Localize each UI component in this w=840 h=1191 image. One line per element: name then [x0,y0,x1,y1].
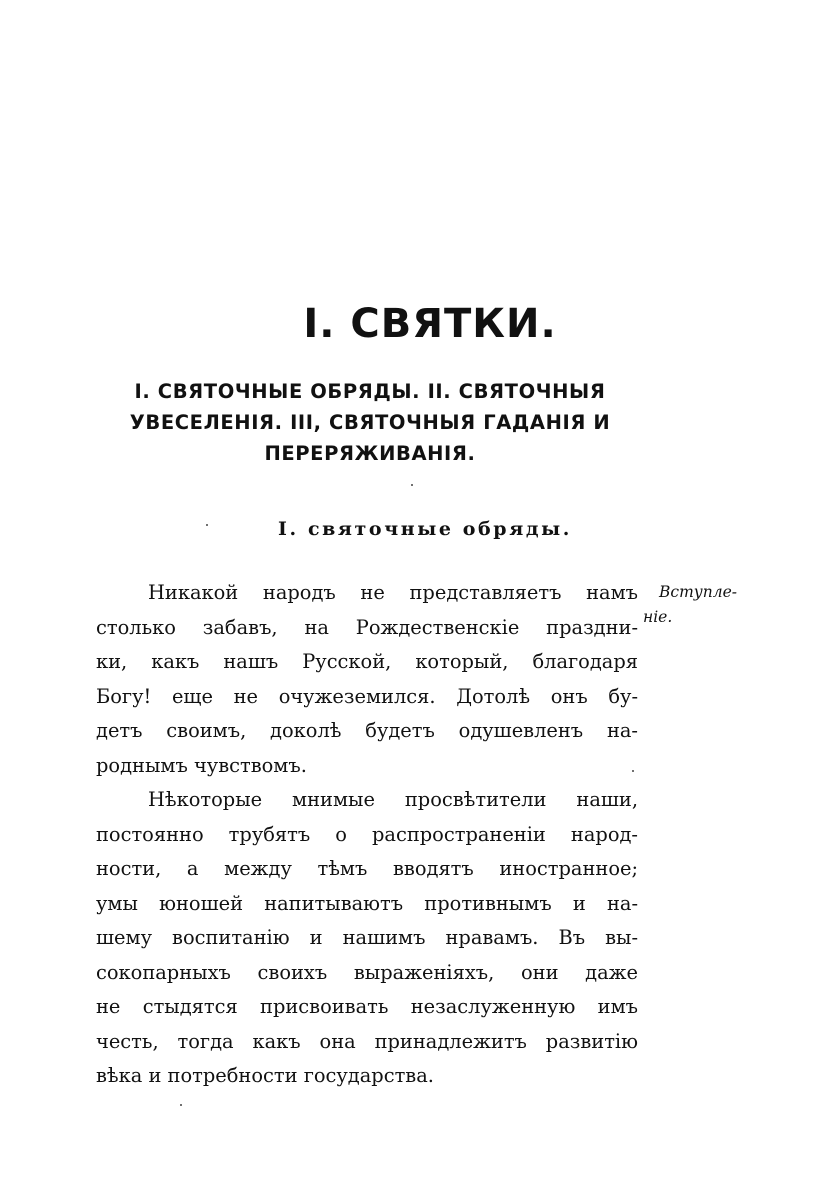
margin-note-line: Вступле- [659,583,738,601]
text-line: шему воспитанію и нашимъ нравамъ. Въ вы- [96,926,638,949]
text-line: ности, а между тѣмъ вводятъ иностранное; [96,857,638,880]
ink-speck [632,770,634,772]
text-line: умы юношей напитываютъ противнымъ и на- [96,891,638,915]
chapter-contents [90,376,650,469]
ink-speck [180,1104,182,1106]
text-line: вѣка и потребности государства. [96,1064,434,1087]
contents-line: УВЕСЕЛЕНІЯ. III, СВЯТОЧНЫЯ ГАДАНІЯ И [129,411,611,434]
text-line: не стыдятся присвоивать незаслуженную имъ [96,995,638,1018]
contents-line: ПЕРЕРЯЖИВАНІЯ. [264,442,476,465]
section-heading: I. святочные обряды. [278,518,572,540]
text-line: Нѣкоторые мнимые просвѣтители наши, [148,788,638,811]
ink-speck [206,524,208,526]
text-line: сокопарныхъ своихъ выраженіяхъ, они даже [96,960,638,984]
text-line: ки, какъ нашъ Русской, который, благодаря [96,650,638,673]
paragraph-2 [96,783,638,1094]
text-line: столько забавъ, на Рождественскіе праздни- [96,615,638,639]
chapter-title: I. СВЯТКИ. [303,301,557,347]
text-line: детъ своимъ, доколѣ будетъ одушевленъ на- [96,719,638,742]
text-line: Богу! еще не очужеземился. Дотолѣ онъ бу- [96,684,638,708]
margin-note [643,580,753,630]
paragraph-1 [96,576,638,783]
text-line: Никакой народъ не представляетъ намъ [148,581,638,604]
ink-speck [411,484,413,486]
text-line: постоянно трубятъ о распространеніи народ- [96,822,638,846]
contents-line: I. СВЯТОЧНЫЕ ОБРЯДЫ. II. СВЯТОЧНЫЯ [134,380,606,403]
text-line: честь, тогда какъ она принадлежитъ развитію [96,1029,638,1053]
text-line: роднымъ чувствомъ. [96,753,307,777]
margin-note-line: ніе. [643,608,673,626]
